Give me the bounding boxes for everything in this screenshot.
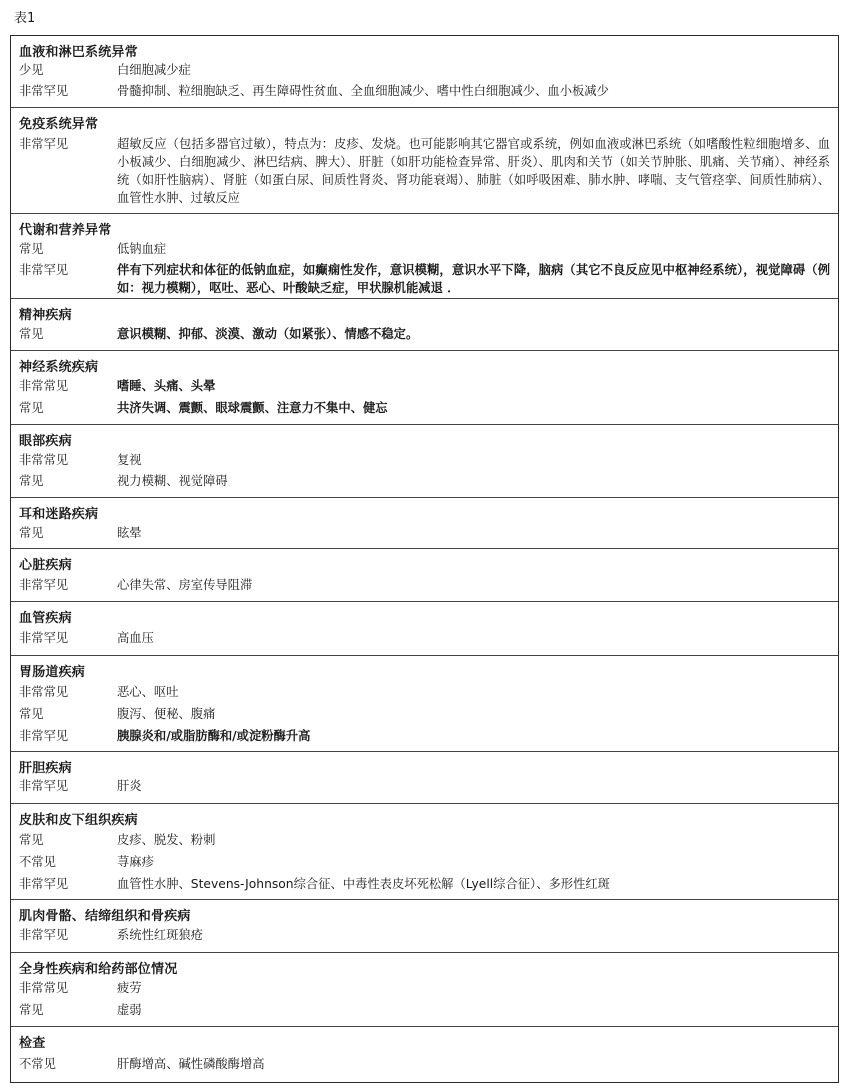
frequency-label: 非常罕见 — [19, 263, 69, 277]
section-heading: 肝胆疾病 — [19, 761, 72, 776]
frequency-label: 常见 — [19, 833, 44, 847]
section-heading: 耳和迷路疾病 — [19, 507, 99, 522]
frequency-label: 常见 — [19, 1003, 44, 1017]
effects-text: 疲劳 — [117, 981, 142, 995]
frequency-label: 不常见 — [19, 1057, 56, 1071]
effects-text: 心律失常、房室传导阻滞 — [117, 578, 253, 592]
section-musculoskeletal — [11, 899, 838, 952]
section-heading: 检查 — [19, 1036, 46, 1051]
section-heading: 心脏疾病 — [19, 558, 72, 573]
effects-text: 肝酶增高、碱性磷酸酶增高 — [117, 1057, 265, 1071]
frequency-label: 常见 — [19, 707, 44, 721]
frequency-label: 非常常见 — [19, 685, 69, 699]
section-heading: 精神疾病 — [19, 308, 72, 323]
section-gastrointestinal — [11, 655, 838, 751]
effects-text: 复视 — [117, 453, 142, 467]
effects-text: 虚弱 — [117, 1003, 142, 1017]
section-heading: 皮肤和皮下组织疾病 — [19, 813, 138, 828]
frequency-label: 常见 — [19, 474, 44, 488]
section-heading: 神经系统疾病 — [19, 360, 99, 375]
section-general — [11, 952, 838, 1026]
frequency-label: 非常常见 — [19, 453, 69, 467]
section-nervous — [11, 350, 838, 424]
section-investigations — [11, 1026, 838, 1083]
effects-text: 血管性水肿、Stevens-Johnson综合征、中毒性表皮坏死松解（Lyell综合征）、多形性红斑 — [117, 877, 610, 891]
section-psychiatric — [11, 298, 838, 350]
effects-text: 伴有下列症状和体征的低钠血症，如癫痫性发作，意识模糊，意识水平下降，脑病（其它不良反应见中枢神经系统），视觉障碍（例如：视力模糊），呕吐、恶心、叶酸缺乏症，甲状腺机能减退 ． — [117, 263, 830, 295]
frequency-label: 常见 — [19, 327, 44, 341]
frequency-label: 非常罕见 — [19, 578, 69, 592]
effects-text: 腹泻、便秘、腹痛 — [117, 707, 216, 721]
frequency-label: 非常罕见 — [19, 631, 69, 645]
frequency-label: 少见 — [19, 63, 44, 77]
frequency-label: 不常见 — [19, 855, 56, 869]
section-heading: 胃肠道疾病 — [19, 665, 86, 680]
section-cardiac — [11, 548, 838, 601]
frequency-label: 非常罕见 — [19, 137, 69, 151]
frequency-label: 非常罕见 — [19, 84, 69, 98]
effects-text: 超敏反应（包括多器官过敏），特点为：皮疹、发烧。也可能影响其它器官或系统，例如血液或淋巴系统（如嗜酸性粒细胞增多、血小板减少、白细胞减少、淋巴结病、脾大）、肝脏（如肝功能检查异常、肝炎）、肌肉和关节（如关节肿胀、肌痛、关节痛）、神经系统（如肝性脑病）、肾脏（如蛋白尿、间质性肾炎、肾功能衰竭）、肺脏（如呼吸困难、肺水肿、哮喘、支气管痉挛、间质性肺病）、血管性水肿、过敏反应 — [117, 137, 830, 205]
effects-text: 嗜睡、头痛、头晕 — [117, 379, 216, 393]
section-skin — [11, 803, 838, 899]
section-metabolism — [11, 213, 838, 298]
frequency-label: 非常常见 — [19, 379, 69, 393]
section-eye — [11, 424, 838, 497]
section-heading: 血液和淋巴系统异常 — [19, 45, 138, 60]
frequency-label: 非常罕见 — [19, 779, 69, 793]
frequency-label: 非常罕见 — [19, 928, 69, 942]
frequency-label: 常见 — [19, 242, 44, 256]
effects-text: 肝炎 — [117, 779, 142, 793]
effects-text: 恶心、呕吐 — [117, 685, 179, 699]
frequency-label: 非常罕见 — [19, 877, 69, 891]
section-ear — [11, 497, 838, 548]
effects-text: 低钠血症 — [117, 242, 167, 256]
effects-text: 荨麻疹 — [117, 855, 154, 869]
frequency-label: 非常常见 — [19, 981, 69, 995]
section-heading: 血管疾病 — [19, 611, 72, 626]
effects-text: 白细胞减少症 — [117, 63, 191, 77]
effects-text: 意识模糊、抑郁、淡漠、激动（如紧张）、情感不稳定。 — [117, 327, 419, 341]
section-heading: 免疫系统异常 — [19, 117, 99, 132]
section-heading: 代谢和营养异常 — [19, 223, 112, 238]
section-heading: 肌肉骨骼、结缔组织和骨疾病 — [19, 909, 191, 924]
effects-text: 系统性红斑狼疮 — [117, 928, 204, 942]
section-immune — [11, 107, 838, 213]
frequency-label: 常见 — [19, 401, 44, 415]
frequency-label: 常见 — [19, 526, 44, 540]
section-vascular — [11, 601, 838, 655]
section-blood-lymphatic — [11, 36, 838, 107]
table-label: 表1 — [14, 11, 36, 26]
adverse-reactions-table — [10, 35, 839, 1083]
frequency-label: 非常罕见 — [19, 729, 69, 743]
effects-text: 视力模糊、视觉障碍 — [117, 474, 228, 488]
section-hepatobiliary — [11, 751, 838, 803]
effects-text: 眩晕 — [117, 526, 142, 540]
section-heading: 全身性疾病和给药部位情况 — [19, 962, 178, 977]
effects-text: 共济失调、震颤、眼球震颤、注意力不集中、健忘 — [117, 401, 388, 415]
effects-text: 高血压 — [117, 631, 154, 645]
effects-text: 胰腺炎和/或脂肪酶和/或淀粉酶升高 — [117, 729, 311, 743]
section-heading: 眼部疾病 — [19, 434, 72, 449]
effects-text: 骨髓抑制、粒细胞缺乏、再生障碍性贫血、全血细胞减少、嗜中性白细胞减少、血小板减少 — [117, 84, 609, 98]
effects-text: 皮疹、脱发、粉刺 — [117, 833, 216, 847]
